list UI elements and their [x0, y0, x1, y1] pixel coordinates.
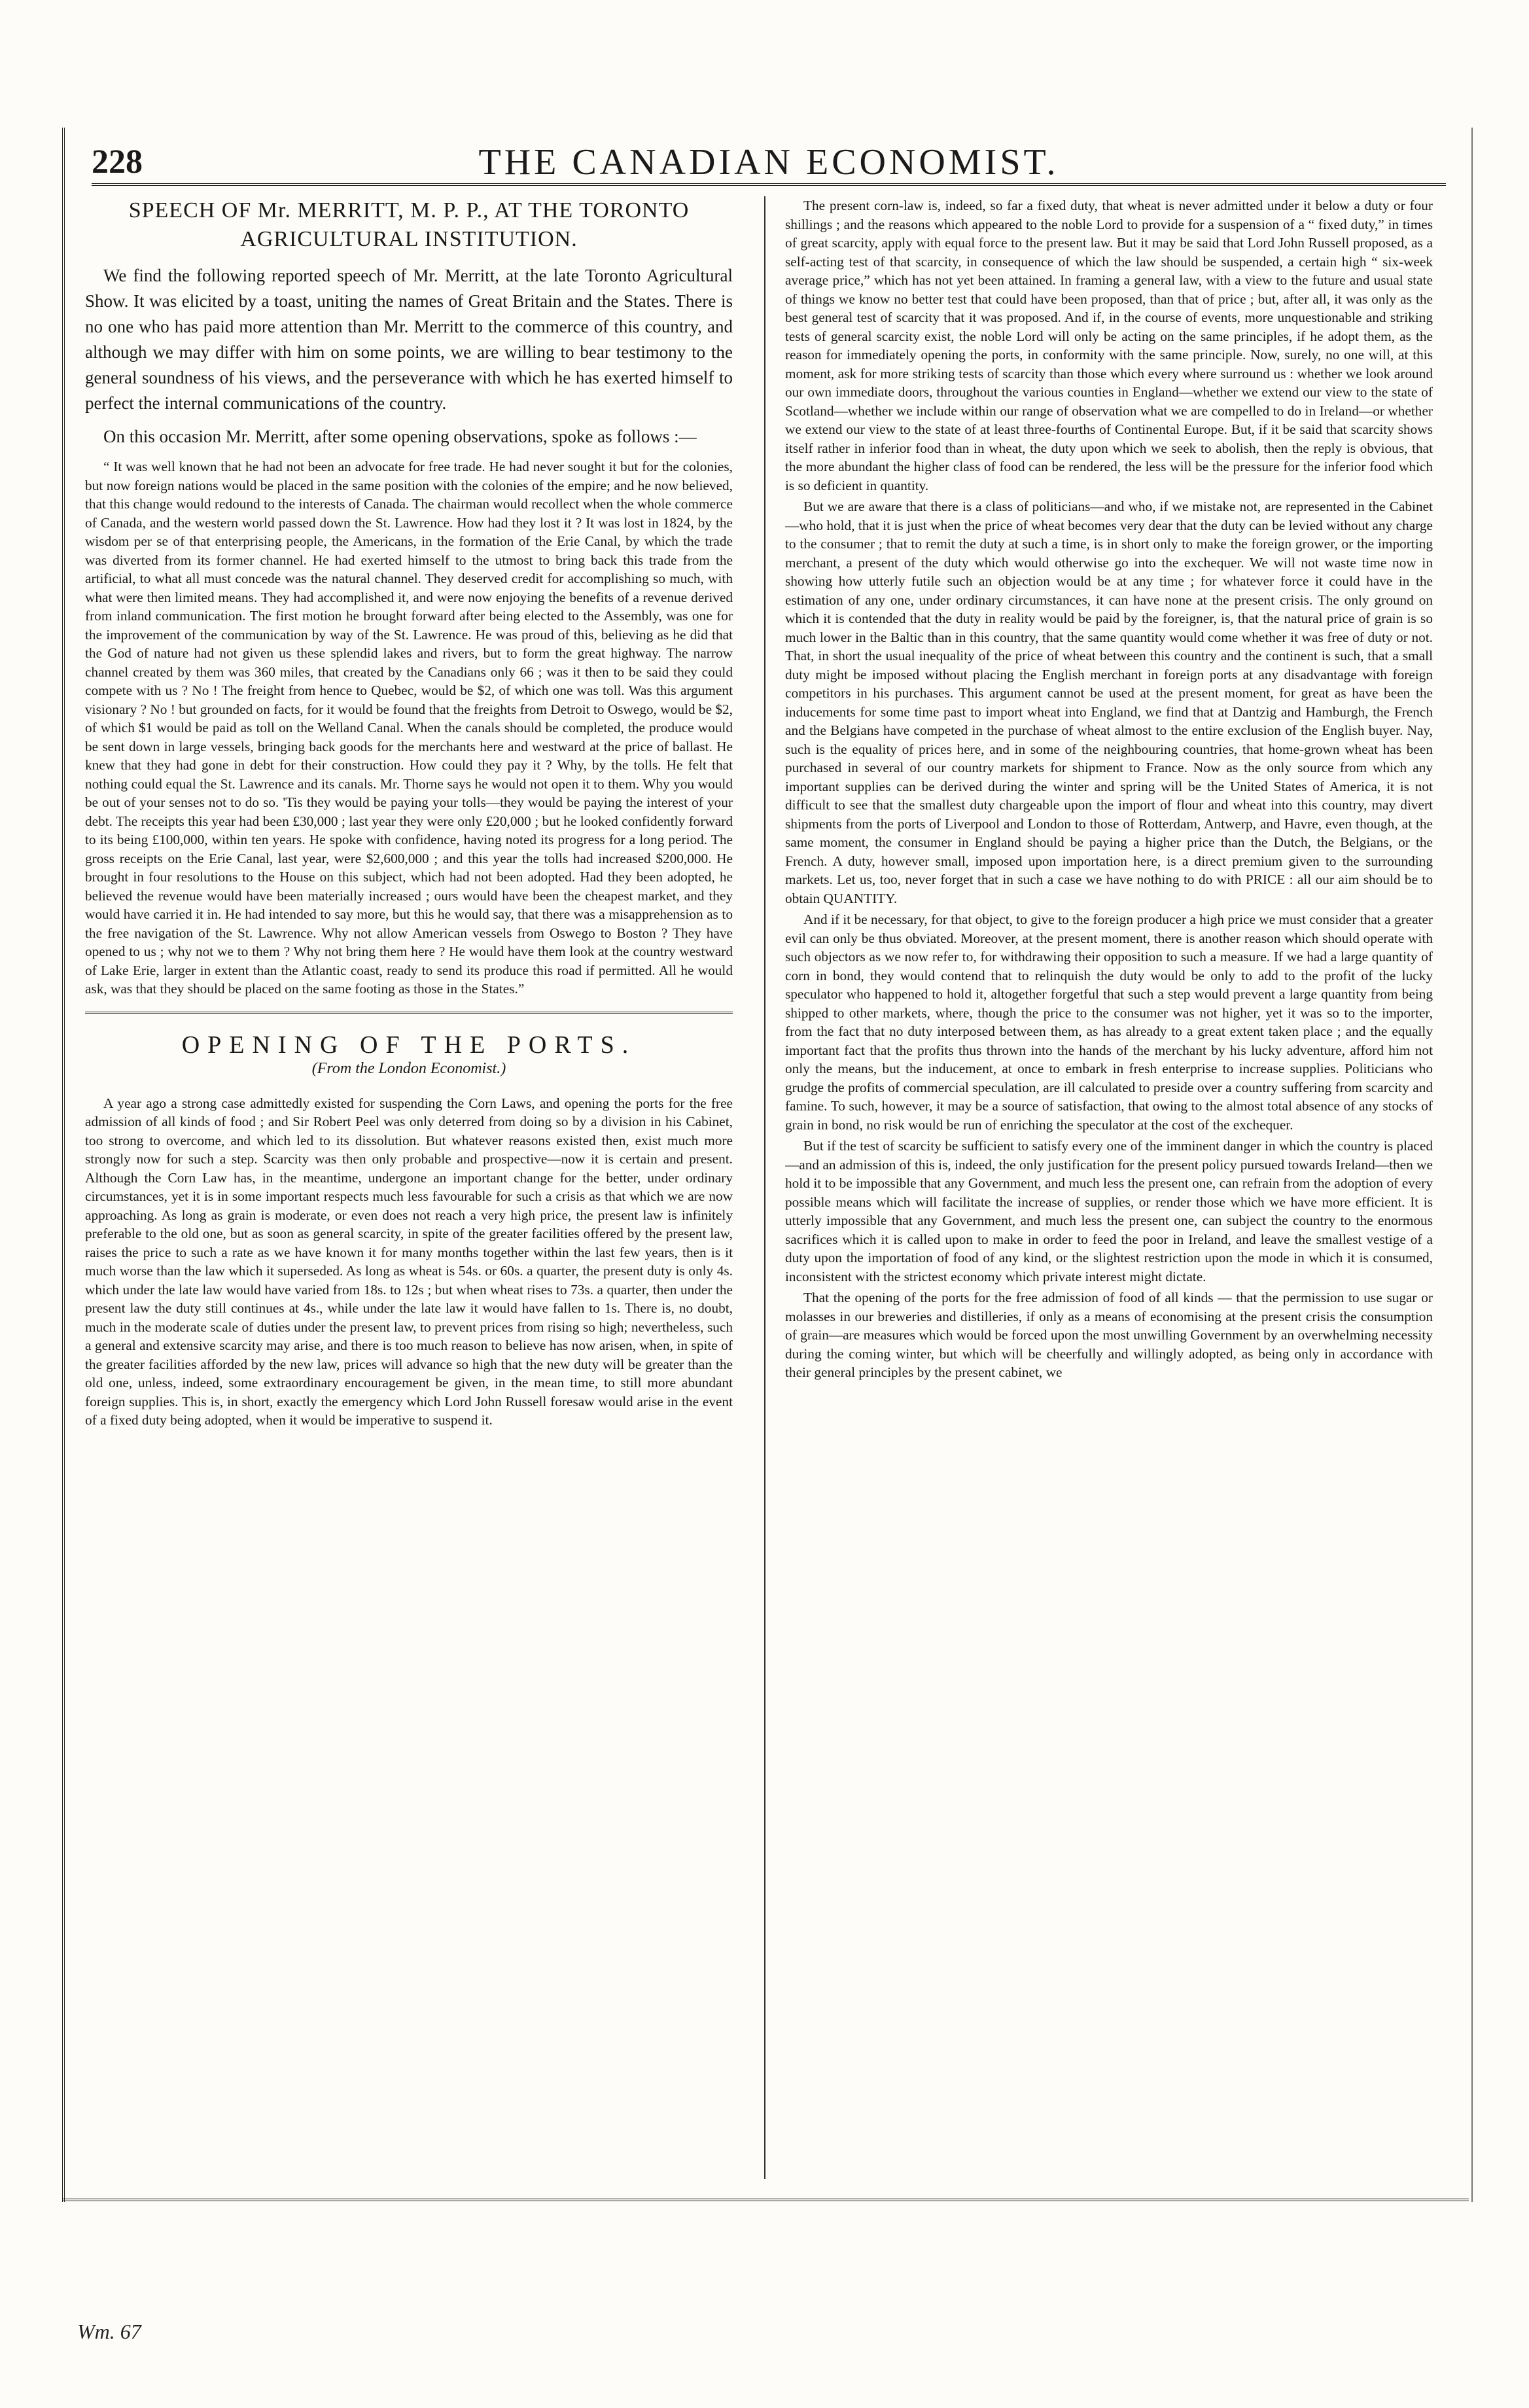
- headline-line-1: SPEECH OF Mr. MERRITT, M. P. P., AT THE TORONTO: [128, 198, 690, 222]
- article-headline-merritt: [85, 196, 733, 254]
- article-paragraph: The present corn-law is, indeed, so far a fixed duty, that wheat is never admitted under it below a duty or four shillings ; and the reasons which appeared to the noble Lord to provide for a suspension of a “ fixed duty,” in times of great scarcity, apply with equal force to the present law. But it may be said that Lord John Russell proposed, as a self-acting test of that scarcity, in consequence of which the law should be suspended, a certain high “ six-week average price,” which has not yet been attained. In framing a general law, with a view to the future and usual state of things we know no better test that could have been proposed, than that of price ; but, after all, it was only as the best general test of scarcity that it was proposed. And if, in the course of events, more unquestionable and striking tests of general scarcity exist, the noble Lord will only be acting on the same principles, if he adopt them, as the reason for immediately opening the ports, in conformity with the same principle. Now, surely, no one will, at this moment, ask for more striking tests of scarcity than those which every where surround us : whether we look around our own immediate doors, throughout the various counties in England—whether we extend our view to the state of Scotland—whether we include within our range of observation what we are compelled to do in Ireland—or whether we extend our view to the state of at least three-fourths of Continental Europe. But, if it be said that scarcity shows itself rather in inferior food than in wheat, the duty upon which we seek to abolish, then the reply is obvious, that the more abundant the higher class of food can be rendered, the less will be the pressure for the inferior food which is so deficient in quantity.: [785, 198, 1433, 493]
- page-header: [92, 137, 1446, 186]
- handwritten-mark: Wm. 67: [77, 2320, 141, 2343]
- article-source: (From the London Economist.): [311, 1060, 506, 1077]
- article-paragraph: But we are aware that there is a class of politicians—and who, if we mistake not, are represented in the Cabinet—who hold, that it is just when the price of wheat becomes very dear that the duty can be levied without any charge to the consumer ; that to remit the duty at such a time, is in short only to make the foreign grower, or the importing merchant, a present of the duty which would otherwise go into the exchequer. We will not waste time now in showing how utterly futile such an objection would be at any time ; for whatever force it could have in the estimation of any one, under ordinary circumstances, it can have none at the present crisis. The only ground on which it is contended that the duty in reality would be paid by the foreigner, is, that the natural price of grain is so much lower in the Baltic than in this country, that the same quantity would come whether it was free of duty or not. That, in short the usual inequality of the price of wheat between this country and the continent is such, that a small duty might be imposed without placing the English merchant in foreign ports at any disadvantage with foreign competitors in his purchases. This argument cannot be used at the present moment, for great as have been the inducements for some time past to import wheat into England, we find that at Dantzig and Hamburgh, the French and the Belgians have competed in the purchase of wheat almost to the entire exclusion of the English buyer. Nay, such is the equality of prices here, and in some of the neighbouring countries, that home-grown wheat has been purchased in several of our country markets for shipment to France. Now as the only source from which any important supplies can be derived during the winter and spring will be the United States of America, it is not difficult to see that the smallest duty chargeable upon the import of flour and wheat into this country, may divert shipments from the ports of Liverpool and London to those of Rotterdam, Antwerp, and Havre, even though, at the same moment, the consumer in England should be paying a higher price than the Dutch, the Belgians, or the French. A duty, however small, imposed upon importation here, is a direct premium given to the surrounding markets. Let us, too, never forget that in such a case we have nothing to do with PRICE : all our aim should be to obtain QUANTITY.: [785, 499, 1433, 906]
- masthead-title: THE CANADIAN ECONOMIST.: [478, 142, 1059, 183]
- footer-rule: [62, 2199, 1469, 2201]
- right-column: [785, 196, 1433, 2179]
- article-headline-ports: OPENING OF THE PORTS.: [181, 1031, 637, 1059]
- section-divider: [85, 1012, 733, 1014]
- article-paragraph: A year ago a strong case admittedly existed for suspending the Corn Laws, and opening the ports for the free admission of all kinds of food ; and Sir Robert Peel was only deterred from doing so by a division in his Cabinet, too strong to overcome, and which led to its dissolution. But whatever reasons existed then, exist much more strongly now for such a step. Scarcity was then only probable and prospective—now it is certain and present. Although the Corn Law has, in the meantime, undergone an important change for the better, under ordinary circumstances, yet it is in some important respects much less favourable for such a crisis as that which we are now approaching. As long as grain is moderate, or even does not reach a very high price, the present law is infinitely preferable to the old one, but as soon as general scarcity, in spite of the greater facilities offered by the present law, raises the price to such a rate as we have known it for many months together within the last few years, then is it much worse than the law which it superseded. As long as wheat is 54s. or 60s. a quarter, the present duty is only 4s. which under the late law would have varied from 18s. to 12s ; but when wheat rises to 73s. a quarter, then under the present law the duty still continues at 4s., while under the late law it would have fallen to 1s. There is, no doubt, much in the moderate scale of duties under the present law, to prevent prices from rising so high; nevertheless, such a general and extensive scarcity may arise, and there is too much reason to believe has now arisen, when, in spite of the greater facilities afforded by the new law, prices will advance so high that the new duty will be greater than the old one, unless, indeed, some extraordinary encouragement be given, in the mean time, to still more abundant foreign supplies. This is, in short, exactly the emergency which Lord John Russell foresaw would arise in the event of a fixed duty being adopted, when it would be imperative to suspend it.: [85, 1095, 733, 1428]
- column-divider: [764, 196, 765, 2179]
- speech-quote: “ It was well known that he had not been an advocate for free trade. He had never sought it but for the colonies, but now foreign nations would be placed in the same position with the colonies of the empire; and he now believed, that this change would redound to the interests of Canada. The chairman would recollect when the whole commerce of Canada, and the western world passed down the St. Lawrence. How had they lost it ? It was lost in 1824, by the wisdom per se of that enterprising people, the Americans, in the formation of the Erie Canal, by which the trade was diverted from its former channel. He had exerted himself to the utmost to bring back this trade from the artificial, to what all must concede was the natural channel. They deserved credit for accomplishing so much, with what were then limited means. They had accomplished it, and were now enjoying the benefits of a revenue derived from inland communication. The first motion he brought forward after being elected to the Assembly, was one for the improvement of the communication by way of the St. Lawrence. He was proud of this, believing as he did that the God of nature had not given us these splendid lakes and rivers, but to form the great highway. The narrow channel created by them was 360 miles, that created by the Canadians only 66 ; was it then to be said they could compete with us ? No ! The freight from hence to Quebec, would be $2, of which one was toll. Was this argument visionary ? No ! but grounded on facts, for it would be found that the freights from Detroit to Oswego, would be $2, of which $1 would be paid as toll on the Welland Canal. When the canals should be completed, the produce would be sent down in large vessels, bringing back goods for the merchants here and westward at the price of ballast. He knew that they had gone in debt for their construction. How could they pay it ? Why, by the tolls. He felt that nothing could equal the St. Lawrence and its canals. Mr. Thorne says he would not open it to them. Why you would be out of your senses not to do so. 'Tis they would be paying your tolls—they would be paying the interest of your debt. The receipts this year had been £30,000 ; last year they were only £20,000 ; but he looked confidently forward to its being £100,000, within ten years. He spoke with confidence, having noted its progress for a long period. The gross receipts on the Erie Canal, last year, were $2,600,000 ; and this year the tolls had increased $200,000. He brought in four resolutions to the House on this subject, which had not been adopted. Had they been adopted, he believed the revenue would have been materially increased ; ours would have been the cheapest market, and they would have carried it in. He had intended to say more, but this he would say, that there was a misapprehension as to the free navigation of the St. Lawrence. Why not allow American vessels from Oswego to Boston ? They have opened to us ; why not we to them ? Why not bring them here ? He would have them look at the country westward of Lake Erie, larger in extent than the Atlantic coast, ready to send its produce this road if permitted. All he would ask, was that they should be placed on the same footing as those in the States.”: [85, 459, 733, 997]
- intro-lead: On this occasion Mr. Merritt, after some opening observations, spoke as follows :—: [103, 427, 697, 446]
- page-number: 228: [92, 143, 143, 181]
- intro-paragraph: We find the following reported speech of Mr. Merritt, at the late Toronto Agricultural Show. It was elicited by a toast, uniting the names of Great Britain and the States. There is no one who has paid more attention than Mr. Merritt to the commerce of this country, and although we may differ with him on some points, we are willing to bear testimony to the general soundness of his views, and the perseverance with which he has exerted himself to perfect the internal communications of the country.: [85, 266, 733, 413]
- headline-line-2: AGRICULTURAL INSTITUTION.: [240, 227, 578, 251]
- article-paragraph: And if it be necessary, for that object, to give to the foreign producer a high price we must consider that a greater evil can only be thus obviated. Moreover, at the present moment, there is another reason which should operate with such objectors as we now refer to, for withdrawing their opposition to such a measure. If we had a large quantity of corn in bond, they would contend that to relinquish the duty would be only to add to the profit of the lucky speculator who happened to hold it, altogether forgetful that such a step would prevent a large quantity from being shipped to other markets, where, though the price to the consumer was not higher, yet it was so to the importer, from the fact that no duty interposed between them, as has already to a great extent taken place ; and the equally important fact that the profits thus thrown into the hands of the merchant by his lucky adventure, afford him not only the means, but the inducement, at once to embark in fresh enterprise to increase supplies. Politicians who grudge the profits of commercial speculation, are ill calculated to preside over a country suffering from scarcity and famine. To such, however, it may be a source of satisfaction, that owing to the almost total absence of any stocks of grain in bond, no risk would be run of enriching the speculator at the cost of the exchequer.: [785, 912, 1433, 1133]
- article-paragraph: That the opening of the ports for the free admission of food of all kinds — that the permission to use sugar or molasses in our breweries and distilleries, if only as a means of economising at the present crisis the consumption of grain—are measures which would be forced upon the most unwilling Government by an overwhelming necessity during the coming winter, but which will be cheerfully and willingly adopted, as being only in accordance with their general principles by the present cabinet, we: [785, 1290, 1433, 1380]
- article-paragraph: But if the test of scarcity be sufficient to satisfy every one of the imminent danger in which the country is placed—and an admission of this is, indeed, the only justification for the present policy pursued towards Ireland—then we hold it to be impossible that any Government, and much less the present one, can refrain from the adoption of every possible means which will facilitate the increase of supplies, or render those which we have more efficient. It is utterly impossible that any Government, and much less the present one, can subject the country to the enormous sacrifices which it is called upon to make in order to feed the poor in Ireland, and leave the smallest vestige of a duty upon the importation of food of any kind, or the slightest restriction upon the mode in which it is consumed, inconsistent with the strictest economy which private interest might dictate.: [785, 1138, 1433, 1284]
- left-column: [85, 196, 733, 2179]
